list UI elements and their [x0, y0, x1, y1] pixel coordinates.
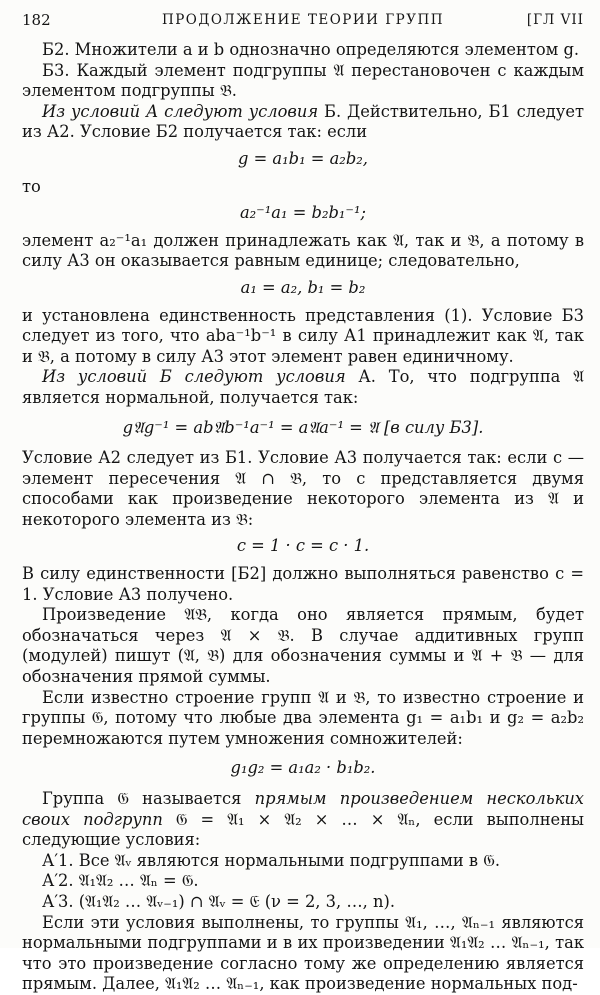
equation-4: g𝔄g⁻¹ = ab𝔄b⁻¹a⁻¹ = a𝔄a⁻¹ = 𝔄 [в силу Б3]. — [122, 417, 484, 437]
condition-b3: Б3. Каждый элемент подгруппы 𝔄 перестановочен с каждым элементом подгруппы 𝔅. — [22, 60, 584, 101]
condition-a-prime-3: А′3. (𝔄₁𝔄₂ … 𝔄ᵥ₋₁) ∩ 𝔄ᵥ = 𝔈 (ν = 2, 3, …, n). — [42, 891, 396, 911]
paragraph-a-implies-b — [22, 102, 584, 143]
chapter-title: ПРОДОЛЖЕНИЕ ТЕОРИИ ГРУПП — [161, 12, 445, 28]
page-number: 182 — [22, 11, 51, 29]
running-header — [22, 10, 584, 40]
paragraph-b-implies-a — [22, 367, 584, 408]
paragraph-uniqueness: и установлена единственность представления (1). Условие Б3 следует из того, что aba⁻¹b⁻¹ в силу А1 принадлежит как 𝔄, так и 𝔅, а потому в силу А3 этот элемент равен единичному. — [22, 305, 584, 366]
condition-b2: Б2. Множители a и b однозначно определяются элементом g. — [42, 40, 580, 59]
paragraph-text: 𝔊 = 𝔄₁ × 𝔄₂ × … × 𝔄ₙ, если выполнены следующие условия: — [22, 809, 584, 850]
equation-1: g = a₁b₁ = a₂b₂, — [238, 148, 368, 168]
paragraph-text: А. То, что подгруппа 𝔄 является нормальной, получается так: — [22, 367, 584, 407]
equation-6: g₁g₂ = a₁a₂ · b₁b₂. — [230, 758, 376, 778]
chapter-ref: [ГЛ VII — [526, 12, 584, 28]
paragraph-italic-lead: Из условий А следуют условия — [42, 101, 319, 121]
term-direct-product: прямым произведением нескольких своих подгрупп — [22, 789, 584, 829]
word-then: то — [22, 176, 41, 196]
paragraph-a2-a3: Условие А2 следует из Б1. Условие А3 получается так: если c — элемент пересечения 𝔄 ∩ 𝔅, то c представляется двумя способами как произведение некоторого элемента из 𝔄 и некоторого элемента из 𝔅: — [22, 448, 584, 529]
paragraph-text: Группа 𝔊 называется — [42, 789, 255, 808]
paragraph-uniqueness-force: В силу единственности [Б2] должно выполняться равенство c = 1. Условие А3 получено. — [22, 564, 584, 604]
paragraph-direct-product: Произведение 𝔄𝔅, когда оно является прямым, будет обозначаться через 𝔄 × 𝔅. В случае аддитивных групп (модулей) пишут (𝔄, 𝔅) для обозначения суммы и 𝔄 + 𝔅 — для обозначения прямой суммы. — [22, 605, 584, 687]
condition-a-prime-1: А′1. Все 𝔄ᵥ являются нормальными подгруппами в 𝔊. — [42, 850, 501, 870]
paragraph-final: Если эти условия выполнены, то группы 𝔄₁, …, 𝔄ₙ₋₁ являются нормальными подгруппами и в их произведении 𝔄₁𝔄₂ … 𝔄ₙ₋₁, так что это произведение согласно тому же определению является прямым. Далее, 𝔄₁𝔄₂ … 𝔄ₙ₋₁, как произведение нормальных под- — [22, 912, 584, 994]
paragraph-element: элемент a₂⁻¹a₁ должен принадлежать как 𝔄, так и 𝔅, а потому в силу А3 он оказывается равным единице; следовательно, — [22, 230, 584, 271]
paragraph-italic-lead: Из условий Б следуют условия — [42, 367, 346, 387]
paragraph-text: Б. Действительно, Б1 следует из А2. Условие Б2 получается так: если — [22, 101, 584, 142]
condition-a-prime-2: А′2. 𝔄₁𝔄₂ … 𝔄ₙ = 𝔊. — [42, 871, 199, 891]
equation-3: a₁ = a₂, b₁ = b₂ — [240, 277, 366, 297]
paragraph-definition — [22, 789, 584, 851]
equation-5: c = 1 · c = c · 1. — [236, 536, 370, 556]
equation-2: a₂⁻¹a₁ = b₂b₁⁻¹; — [239, 203, 367, 223]
paragraph-structure: Если известно строение групп 𝔄 и 𝔅, то известно строение и группы 𝔊, потому что любые два элемента g₁ = a₁b₁ и g₂ = a₂b₂ перемножаются путем умножения сомножителей: — [22, 687, 584, 748]
